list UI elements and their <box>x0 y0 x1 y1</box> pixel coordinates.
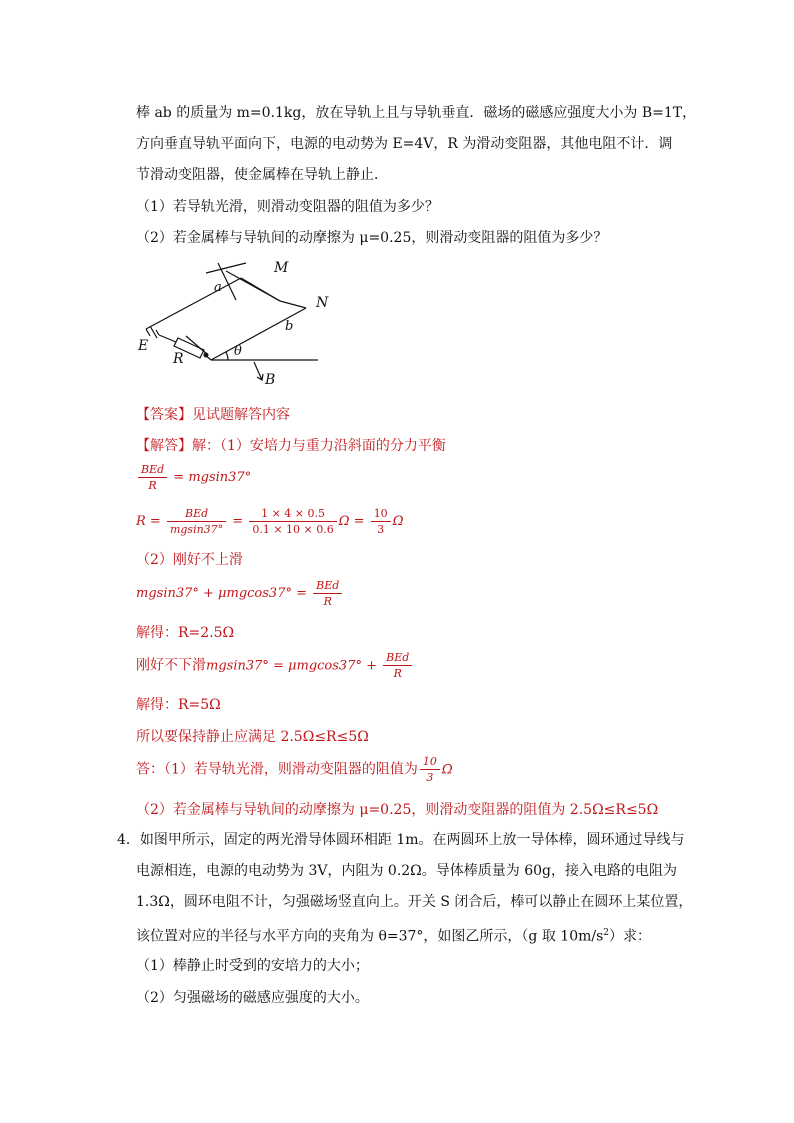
eq2-equals: = <box>228 514 248 529</box>
eq4-lhs: mgsin37° = μmgcos37° + <box>206 658 382 674</box>
eq2-f1-denominator: mgsin37° <box>169 523 224 536</box>
eq2-lhs: R = <box>136 514 165 529</box>
eq2-unit-2: Ω <box>392 514 404 529</box>
eq1-rhs: = mgsin37° <box>169 470 252 485</box>
equation-2 <box>136 506 403 537</box>
problem-4-question-2: （2）匀强磁场的磁感应强度的大小。 <box>136 990 369 1006</box>
problem-4-superscript: 2 <box>603 928 610 938</box>
final-answer-1 <box>136 754 453 785</box>
label-E: E <box>138 338 149 354</box>
answer-tag: 【答案】见试题解答内容 <box>136 407 290 423</box>
circuit-diagram <box>136 258 336 390</box>
problem-4-line-3: 1.3Ω，圆环电阻不计，匀强磁场竖直向上。开关 S 闭合后，棒可以静止在圆环上某位置， <box>136 894 693 910</box>
eq4-numerator: BEd <box>383 650 412 666</box>
label-a: a <box>214 280 222 295</box>
eq4-denominator: R <box>393 667 402 680</box>
eq3-numerator: BEd <box>313 578 342 594</box>
eq2-f1-numerator: BEd <box>167 506 226 522</box>
ans1-denominator: 3 <box>426 771 434 784</box>
label-B: B <box>265 372 276 388</box>
label-b: b <box>285 319 294 334</box>
final-answer-2: （2）若金属棒与导轨间的动摩擦为 μ=0.25，则滑动变阻器的阻值为 2.5Ω≤R≤5Ω <box>136 802 659 818</box>
label-theta: θ <box>234 344 242 359</box>
problem-4-line-4 <box>136 923 651 947</box>
problem-4-line-4a: 该位置对应的半径与水平方向的夹角为 θ=37°，如图乙所示，（g 取 10m/s <box>136 928 604 945</box>
eq1-numerator: BEd <box>138 462 167 478</box>
label-M: M <box>274 260 289 276</box>
ans1-unit: Ω <box>441 762 453 778</box>
eq3-lhs: mgsin37° + μmgcos37° = <box>136 586 312 601</box>
equation-4 <box>136 650 414 681</box>
part-2b-text: 刚好不下滑 <box>136 657 206 674</box>
problem-4-line-2: 电源相连，电源的电动势为 3V，内阻为 0.2Ω。导体棒质量为 60g，接入电路的电阻为 <box>136 863 678 879</box>
eq2-f3-denominator: 3 <box>377 523 385 536</box>
problem-4-line-4b: ）求： <box>609 928 652 945</box>
eq3-denominator: R <box>323 595 332 608</box>
label-N: N <box>316 295 329 311</box>
eq1-denominator: R <box>148 479 157 492</box>
conclusion: 所以要保持静止应满足 2.5Ω≤R≤5Ω <box>136 729 369 745</box>
intro-line-1: 棒 ab 的质量为 m=0.1kg，放在导轨上且与导轨垂直．磁场的磁感应强度大小为 B=1T， <box>136 105 697 121</box>
problem-4-question-1: （1）棒静止时受到的安培力的大小； <box>136 958 369 974</box>
equation-3 <box>136 578 344 609</box>
intro-line-2: 方向垂直导轨平面向下，电源的电动势为 E=4V，R 为滑动变阻器，其他电阻不计．调 <box>136 136 673 152</box>
eq2-f2-denominator: 0.1 × 10 × 0.6 <box>252 523 334 536</box>
question-2: （2）若金属棒与导轨间的动摩擦为 μ=0.25，则滑动变阻器的阻值为多少？ <box>136 230 608 246</box>
eq2-unit-1: Ω = <box>338 514 369 529</box>
intro-line-3: 节滑动变阻器，使金属棒在导轨上静止． <box>136 167 388 183</box>
ans1-numerator: 10 <box>420 754 440 770</box>
analysis <box>136 436 446 456</box>
solution-1: 解得：R=2.5Ω <box>136 625 235 641</box>
question-1: （1）若导轨光滑，则滑动变阻器的阻值为多少？ <box>136 199 439 215</box>
equation-1 <box>136 462 251 493</box>
label-R: R <box>173 351 184 367</box>
part-2-heading: （2）刚好不上滑 <box>136 552 243 568</box>
analysis-tag: 【解答】 <box>136 438 192 454</box>
analysis-text: 解：（1）安培力与重力沿斜面的分力平衡 <box>192 438 446 454</box>
problem-4-line-1: 4．如图甲所示，固定的两光滑导体圆环相距 1m。在两圆环上放一导体棒，圆环通过导线与 <box>117 832 685 848</box>
eq2-f3-numerator: 10 <box>371 506 391 522</box>
solution-2: 解得：R=5Ω <box>136 697 221 713</box>
ans1-text: 答：（1）若导轨光滑，则滑动变阻器的阻值为 <box>136 761 418 778</box>
eq2-f2-numerator: 1 × 4 × 0.5 <box>249 506 336 522</box>
